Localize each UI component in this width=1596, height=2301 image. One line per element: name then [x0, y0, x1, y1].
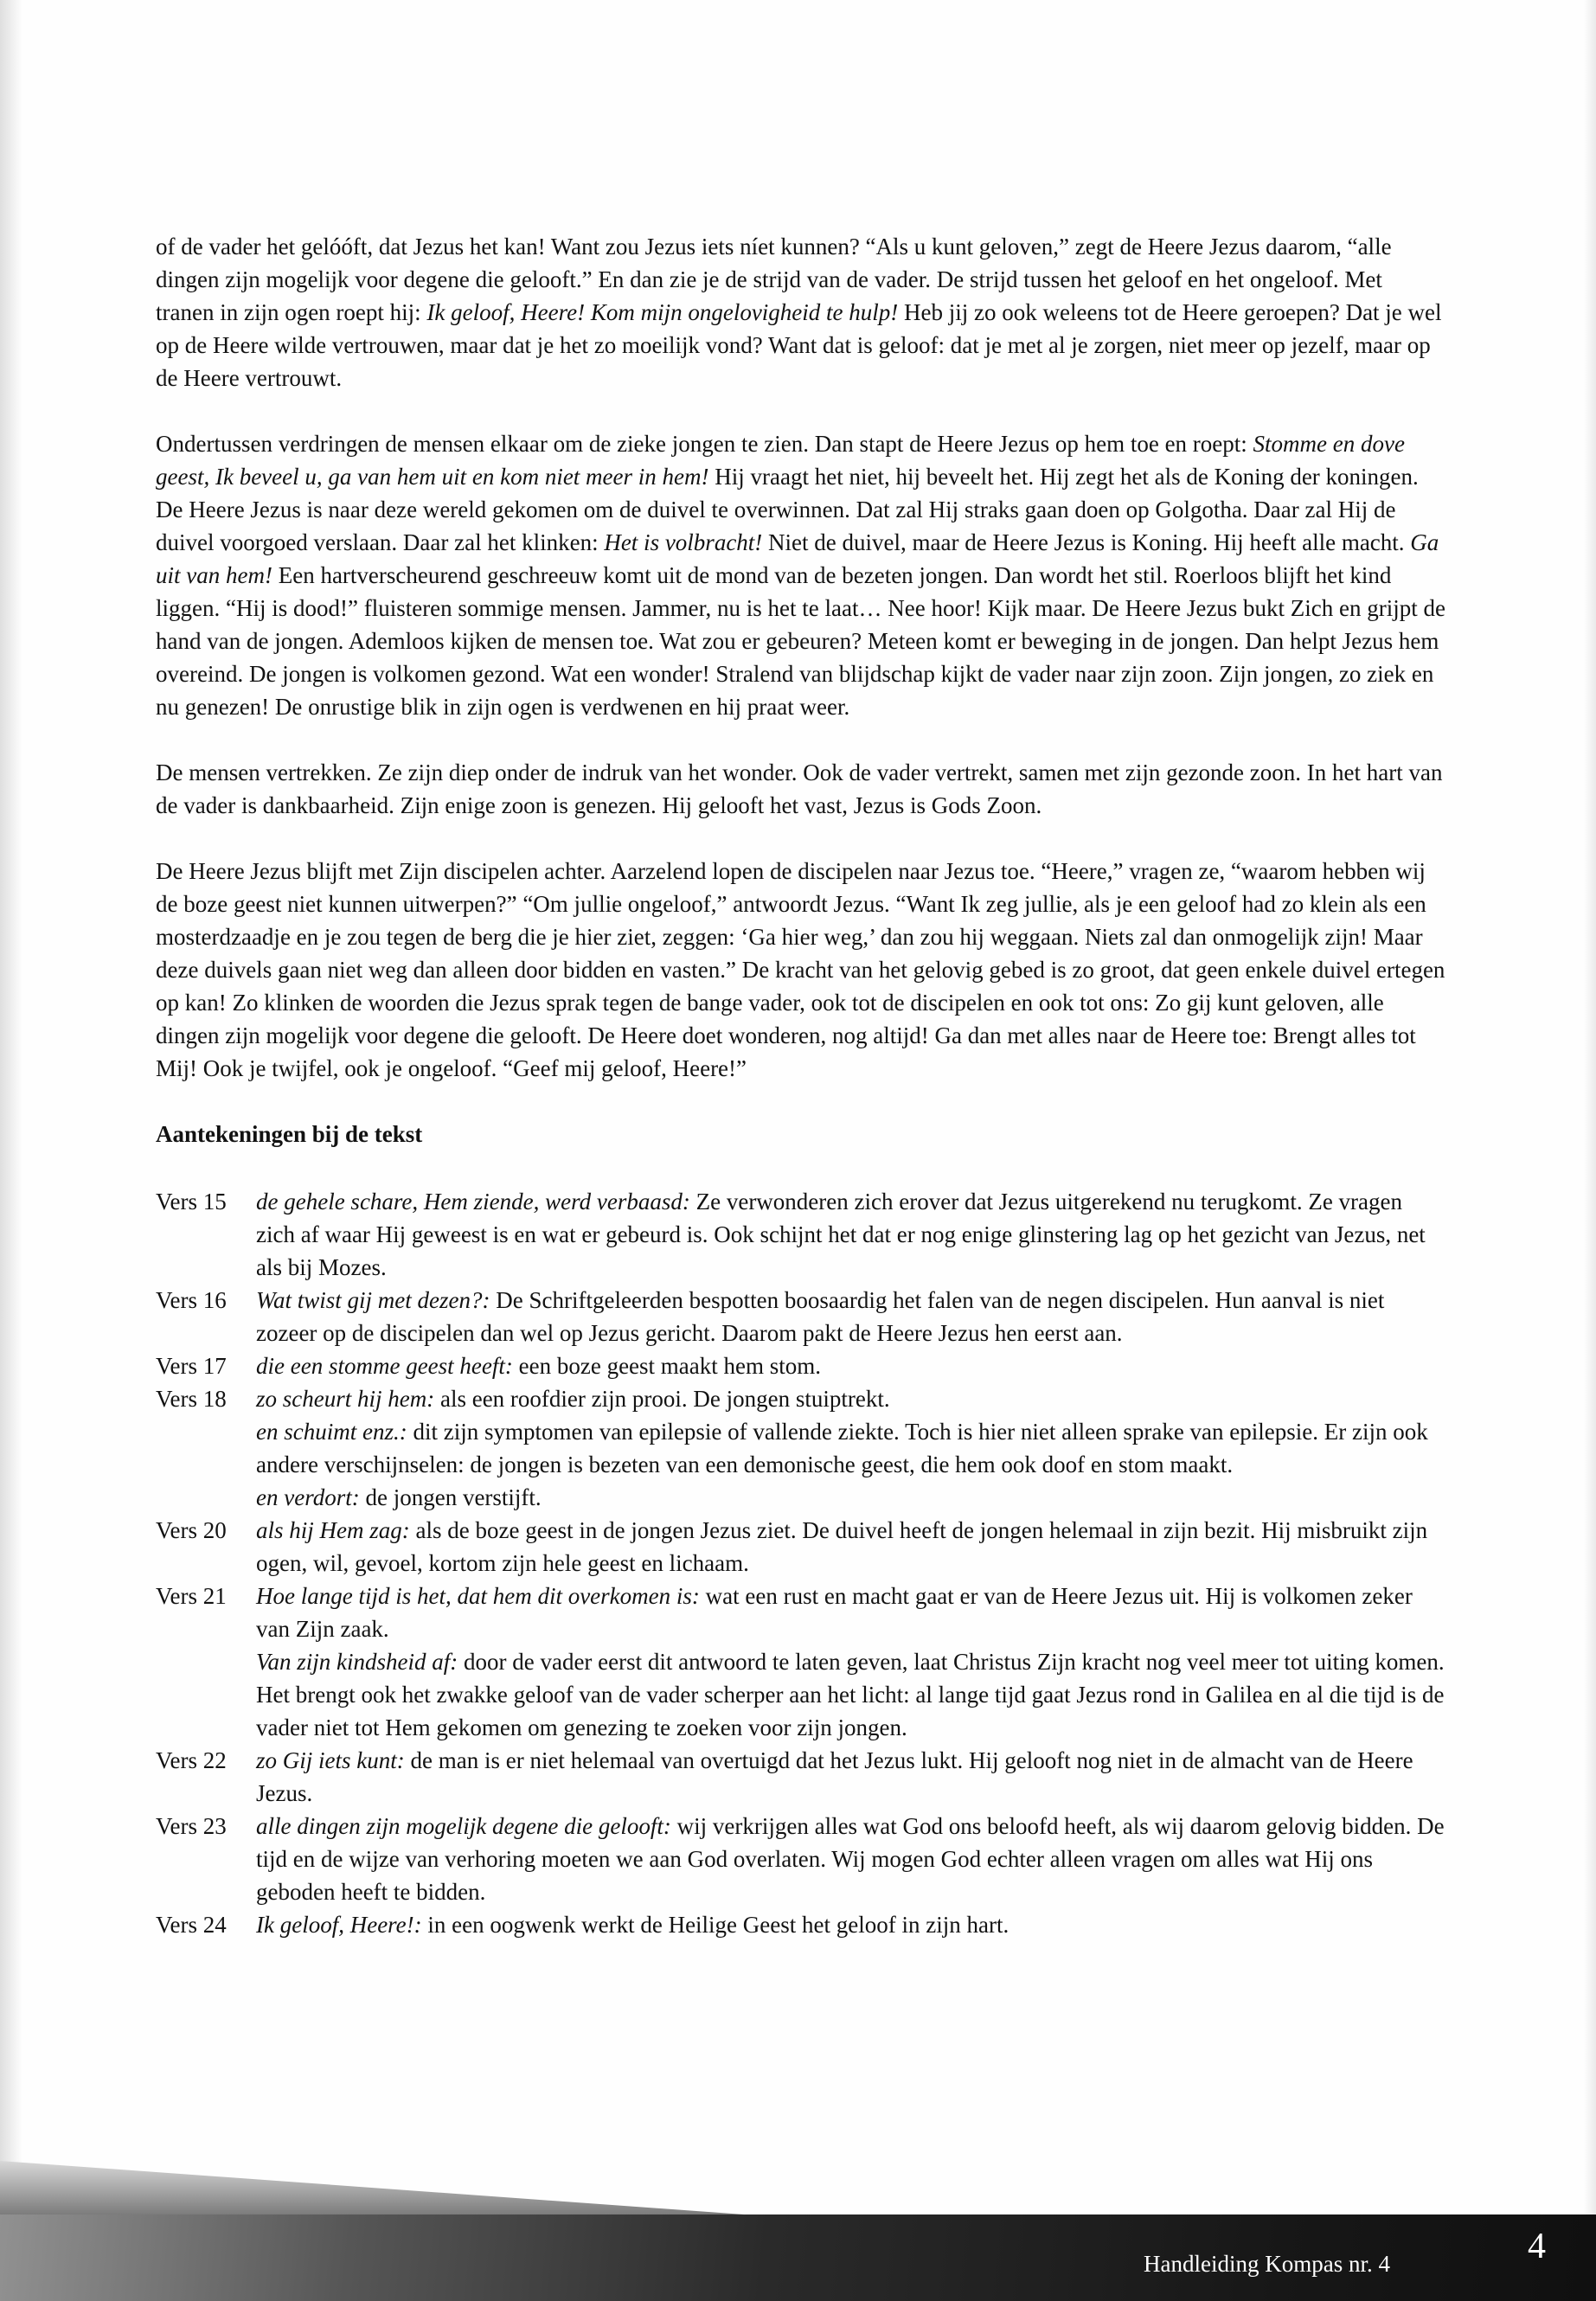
note-content: Hoe lange tijd is het, dat hem dit overkomen is: wat een rust en macht gaat er van de Heere Jezus uit. Hij is volkomen zeker van Zijn zaak.	[256, 1583, 1413, 1642]
body-paragraph: Ondertussen verdringen de mensen elkaar om de zieke jongen te zien. Dan stapt de Heere Jezus op hem toe en roept: Stomme en dove geest, Ik beveel u, ga van hem uit en kom niet meer in hem! Hij vraagt het niet, hij beveelt het. Hij zegt het als de Koning der koningen. De Heere Jezus is naar deze wereld gekomen om de duivel te overwinnen. Dat zal Hij straks gaan doen op Golgotha. Daar zal Hij de duivel voorgoed verslaan. Daar zal het klinken: Het is volbracht! Niet de duivel, maar de Heere Jezus is Koning. Hij heeft alle macht. Ga uit van hem! Een hartverscheurend geschreeuw komt uit de mond van de bezeten jongen. Dan wordt het stil. Roerloos blijft het kind liggen. “Hij is dood!” fluisteren sommige mensen. Jammer, nu is het te laat… Nee hoor! Kijk maar. De Heere Jezus bukt Zich en grijpt de hand van de jongen. Ademloos kijken de mensen toe. Wat zou er gebeuren? Meteen komt er beweging in de jongen. Dan helpt Jezus hem overeind. De jongen is volkomen gezond. Wat een wonder! Stralend van blijdschap kijkt de vader naar zijn zoon. Zijn jongen, zo ziek en nu genezen! De onrustige blik in zijn ogen is verdwenen en hij praat weer.	[156, 431, 1445, 720]
note-row	[156, 1908, 1446, 1941]
note-content: die een stomme geest heeft: een boze geest maakt hem stom.	[256, 1353, 822, 1379]
body-paragraph: De mensen vertrekken. Ze zijn diep onder de indruk van het wonder. Ook de vader vertrekt, samen met zijn gezonde zoon. In het hart van de vader is dankbaarheid. Zijn enige zoon is genezen. Hij gelooft het vast, Jezus is Gods Zoon.	[156, 760, 1443, 818]
body-paragraph: of de vader het gelóóft, dat Jezus het kan! Want zou Jezus iets níet kunnen? “Als u kunt geloven,” zegt de Heere Jezus daarom, “alle dingen zijn mogelijk voor degene die gelooft.” En dan zie je de strijd van de vader. De strijd tussen het geloof en het ongeloof. Met tranen in zijn ogen roept hij: Ik geloof, Heere! Kom mijn ongelovigheid te hulp! Heb jij zo ook weleens tot de Heere geroepen? Dat je wel op de Heere wilde vertrouwen, maar dat je het zo moeilijk vond? Want dat is geloof: dat je met al je zorgen, niet meer op jezelf, maar op de Heere vertrouwt.	[156, 234, 1442, 391]
verse-label: Vers 17	[156, 1353, 227, 1379]
note-row	[156, 1415, 1446, 1481]
footer-bar	[0, 2214, 1596, 2301]
note-content: en schuimt enz.: dit zijn symptomen van epilepsie of vallende ziekte. Toch is hier niet alleen sprake van epilepsie. Er zijn ook andere verschijnselen: de jongen is bezeten van een demonische geest, die hem ook doof en stom maakt.	[256, 1419, 1428, 1477]
body-paragraph: De Heere Jezus blijft met Zijn discipelen achter. Aarzelend lopen de discipelen naar Jezus toe. “Heere,” vragen ze, “waarom hebben wij de boze geest niet kunnen uitwerpen?” “Om jullie ongeloof,” antwoordt Jezus. “Want Ik zeg jullie, als je een geloof had zo klein als een mosterdzaadje en je zou tegen de berg die je hier ziet, zeggen: ‘Ga hier weg,’ dan zou hij weggaan. Niets zal dan onmogelijk zijn! Maar deze duivels gaan niet weg dan alleen door bidden en vasten.” De kracht van het gelovig gebed is zo groot, dat geen enkele duivel ertegen op kan! Zo klinken de woorden die Jezus sprak tegen de bange vader, ook tot de discipelen en ook tot ons: Zo gij kunt geloven, alle dingen zijn mogelijk voor degene die gelooft. De Heere doet wonderen, nog altijd! Ga dan met alles naar de Heere toe: Brengt alles tot Mij! Ook je twijfel, ook je ongeloof. “Geef mij geloof, Heere!”	[156, 858, 1445, 1081]
verse-label: Vers 22	[156, 1747, 227, 1773]
note-row	[156, 1580, 1446, 1645]
note-content: alle dingen zijn mogelijk degene die gelooft: wij verkrijgen alles wat God ons beloofd heeft, als wij daarom gelovig bidden. De tijd en de wijze van verhoring moeten we aan God overlaten. Wij mogen God echter alleen vragen om alles wat Hij ons geboden heeft te bidden.	[256, 1813, 1445, 1905]
scan-corner-wedge	[0, 2161, 744, 2214]
note-row	[156, 1185, 1446, 1284]
verse-label: Vers 23	[156, 1813, 227, 1839]
note-content: Van zijn kindsheid af: door de vader eerst dit antwoord te laten geven, laat Christus Zijn kracht nog veel meer tot uiting komen. Het brengt ook het zwakke geloof van de vader scherper aan het licht: al lange tijd gaat Jezus rond in Galilea en al die tijd is de vader niet tot Hem gekomen om genezing te zoeken voor zijn jongen.	[256, 1649, 1445, 1740]
note-content: zo Gij iets kunt: de man is er niet helemaal van overtuigd dat het Jezus lukt. Hij gelooft nog niet in de almacht van de Heere Jezus.	[256, 1747, 1413, 1806]
note-content: Wat twist gij met dezen?: De Schriftgeleerden bespotten boosaardig het falen van de negen discipelen. Hun aanval is niet zozeer op de discipelen dan wel op Jezus gericht. Daarom pakt de Heere Jezus hen eerst aan.	[256, 1287, 1385, 1346]
footer-title: Handleiding Kompas nr. 4	[1144, 2251, 1390, 2277]
verse-label: Vers 21	[156, 1583, 227, 1609]
notes-heading: Aantekeningen bij de tekst	[156, 1121, 423, 1147]
note-content: Ik geloof, Heere!: in een oogwenk werkt de Heilige Geest het geloof in zijn hart.	[256, 1912, 1010, 1938]
verse-label: Vers 18	[156, 1386, 227, 1412]
note-content: de gehele schare, Hem ziende, werd verbaasd: Ze verwonderen zich erover dat Jezus uitgerekend nu terugkomt. Ze vragen zich af waar Hij geweest is en wat er gebeurd is. Ook schijnt het dat er nog enige glinstering lag op het gezicht van Jezus, net als bij Mozes.	[256, 1189, 1426, 1280]
page-number: 4	[1528, 2227, 1546, 2266]
verse-label: Vers 16	[156, 1287, 227, 1313]
note-row	[156, 1481, 1446, 1514]
scan-edge-shadow-right	[1584, 0, 1596, 2301]
note-content: als hij Hem zag: als de boze geest in de jongen Jezus ziet. De duivel heeft de jongen helemaal in zijn bezit. Hij misbruikt zijn ogen, wil, gevoel, kortom zijn hele geest en lichaam.	[256, 1517, 1428, 1576]
page-content	[156, 230, 1446, 1941]
note-row	[156, 1349, 1446, 1382]
note-row	[156, 1514, 1446, 1580]
note-row	[156, 1645, 1446, 1744]
verse-label: Vers 15	[156, 1189, 227, 1215]
note-row	[156, 1284, 1446, 1349]
note-content: en verdort: de jongen verstijft.	[256, 1484, 542, 1510]
scan-edge-shadow-left	[0, 0, 22, 2301]
note-row	[156, 1382, 1446, 1415]
verse-label: Vers 20	[156, 1517, 227, 1543]
note-row	[156, 1744, 1446, 1810]
note-row	[156, 1810, 1446, 1908]
note-content: zo scheurt hij hem: als een roofdier zijn prooi. De jongen stuiptrekt.	[256, 1386, 890, 1412]
verse-label: Vers 24	[156, 1912, 227, 1938]
